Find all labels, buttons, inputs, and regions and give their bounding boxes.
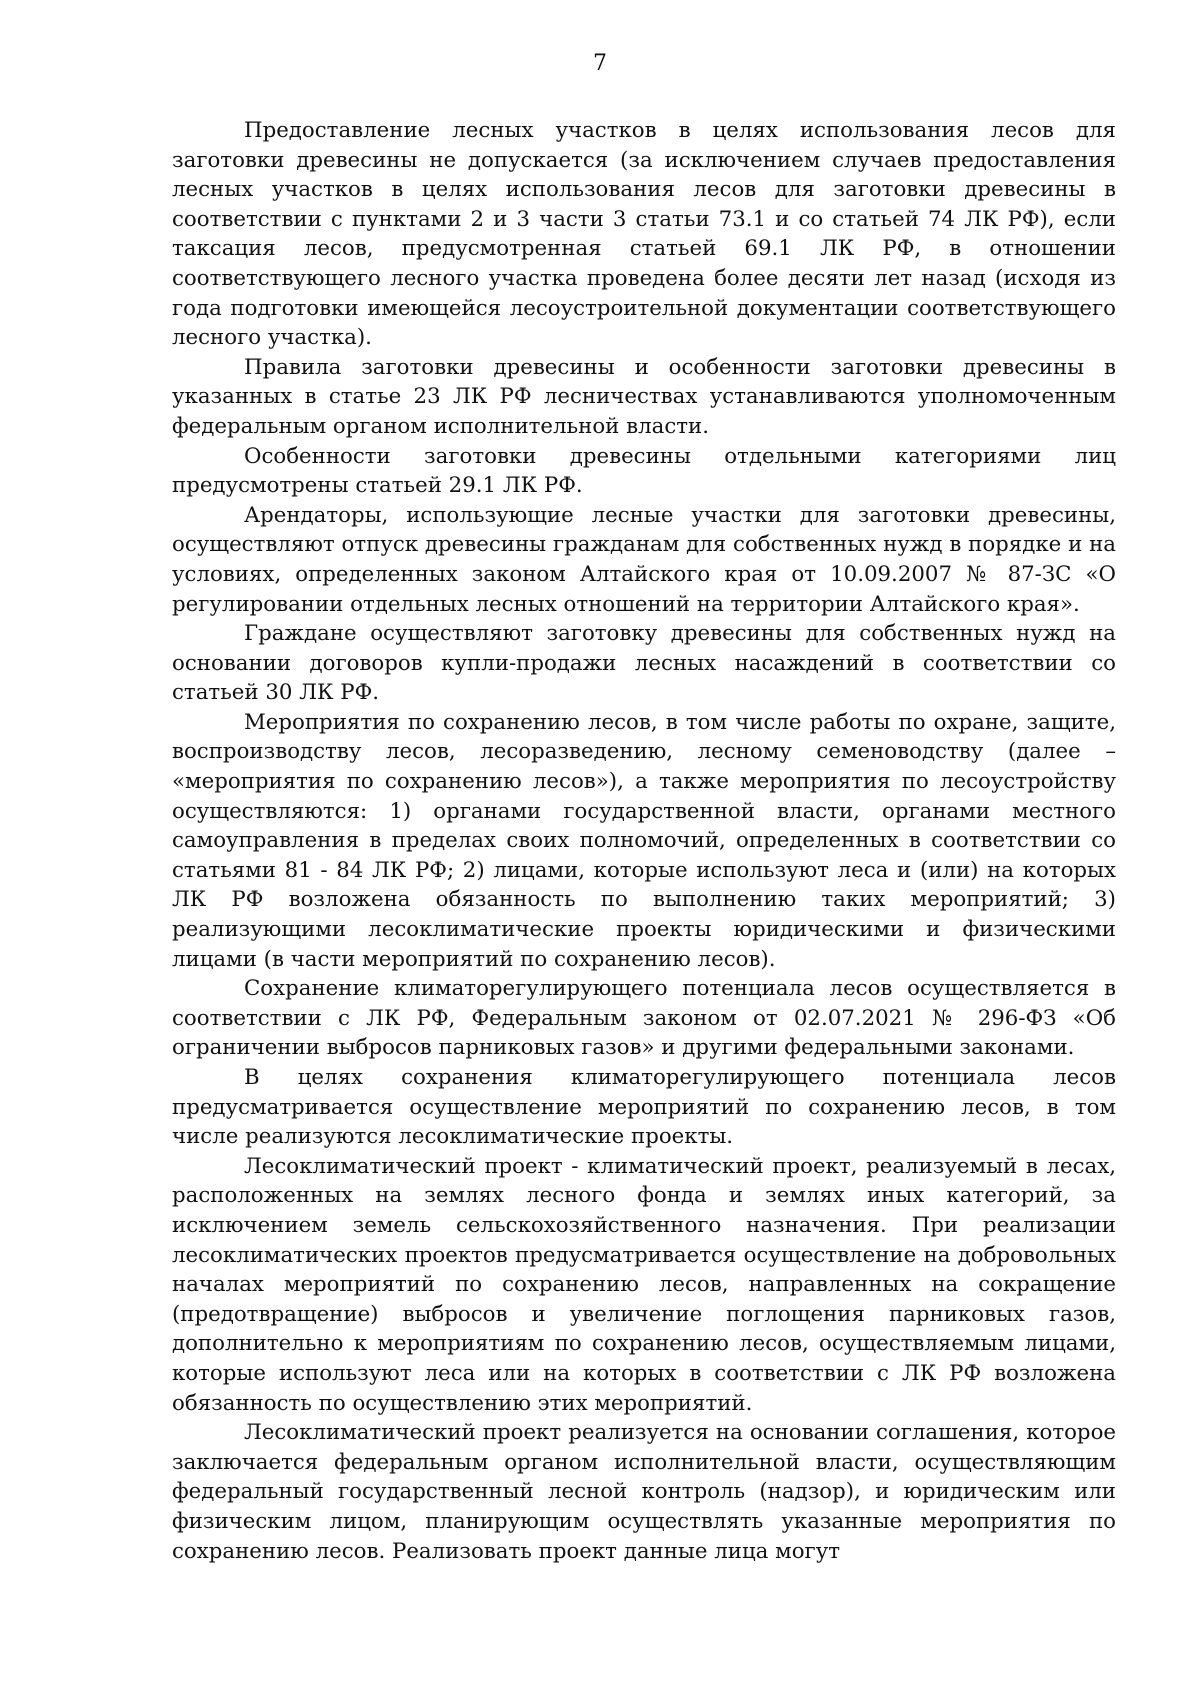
paragraph-citizens-harvest: Граждане осуществляют заготовку древесины для собственных нужд на основании договоров купли-продажи лесных насаждений в соответствии со статьей 30 ЛК РФ.	[172, 621, 1116, 706]
paragraph-climate-projects-implementation: В целях сохранения климаторегулирующего потенциала лесов предусматривается осуществление мероприятий по сохранению лесов, в том числе реализуются лесоклиматические проекты.	[172, 1065, 1116, 1150]
paragraph-harvest-particular-persons: Особенности заготовки древесины отдельными категориями лиц предусмотрены статьей 29.1 ЛК РФ.	[172, 443, 1116, 499]
paragraph-forest-climate-project-definition: Лесоклиматический проект - климатический проект, реализуемый в лесах, расположенных на землях лесного фонда и землях иных категорий, за исключением земель сельскохозяйственного назначения. При реализации лесоклиматических проектов предусматривается осуществление на добровольных началах мероприятий по сохранению лесов, направленных на сокращение (предотвращение) выбросов и увеличение поглощения парниковых газов, дополнительно к мероприятиям по сохранению лесов, осуществляемым лицами, которые используют леса или на которых в соответствии с ЛК РФ возложена обязанность по осуществлению этих мероприятий.	[172, 1153, 1116, 1416]
paragraph-forest-climate-project-agreement: Лесоклиматический проект реализуется на основании соглашения, которое заключается федеральным органом исполнительной власти, осуществляющим федеральный государственный лесной контроль (надзор), и юридическим или физическим лицом, планирующим осуществлять указанные мероприятия по сохранению лесов. Реализовать проект данные лица могут	[172, 1420, 1116, 1564]
document-body	[172, 116, 1116, 1566]
paragraph-climate-potential: Сохранение климаторегулирующего потенциала лесов осуществляется в соответствии с ЛК РФ, Федеральным законом от 02.07.2021 № 296-ФЗ «Об ограничении выбросов парниковых газов» и другими федеральными законами.	[172, 976, 1116, 1061]
paragraph-tenants-timber-release: Арендаторы, использующие лесные участки для заготовки древесины, осуществляют отпуск древесины гражданам для собственных нужд в порядке и на условиях, определенных законом Алтайского края от 10.09.2007 № 87-ЗС «О регулировании отдельных лесных отношений на территории Алтайского края».	[172, 502, 1116, 617]
paragraph-timber-harvest-restriction: Предоставление лесных участков в целях использования лесов для заготовки древесины не допускается (за исключением случаев предоставления лесных участков в целях использования лесов для заготовки древесины в соответствии с пунктами 2 и 3 части 3 статьи 73.1 и со статьей 74 ЛК РФ), если таксация лесов, предусмотренная статьей 69.1 ЛК РФ, в отношении соответствующего лесного участка проведена более десяти лет назад (исходя из года подготовки имеющейся лесоустроительной документации соответствующего лесного участка).	[172, 118, 1116, 351]
page-number: 7	[593, 51, 607, 76]
paragraph-forest-conservation-measures: Мероприятия по сохранению лесов, в том числе работы по охране, защите, воспроизводству лесов, лесоразведению, лесному семеноводству (далее – «мероприятия по сохранению лесов»), а также мероприятия по лесоустройству осуществляются: 1) органами государственной власти, органами местного самоуправления в пределах своих полномочий, определенных в соответствии со статьями 81 - 84 ЛК РФ; 2) лицами, которые используют леса и (или) на которых ЛК РФ возложена обязанность по выполнению таких мероприятий; 3) реализующими лесоклиматические проекты юридическими и физическими лицами (в части мероприятий по сохранению лесов).	[172, 709, 1116, 972]
paragraph-harvest-rules: Правила заготовки древесины и особенности заготовки древесины в указанных в статье 23 ЛК РФ лесничествах устанавливаются уполномоченным федеральным органом исполнительной власти.	[172, 354, 1116, 439]
